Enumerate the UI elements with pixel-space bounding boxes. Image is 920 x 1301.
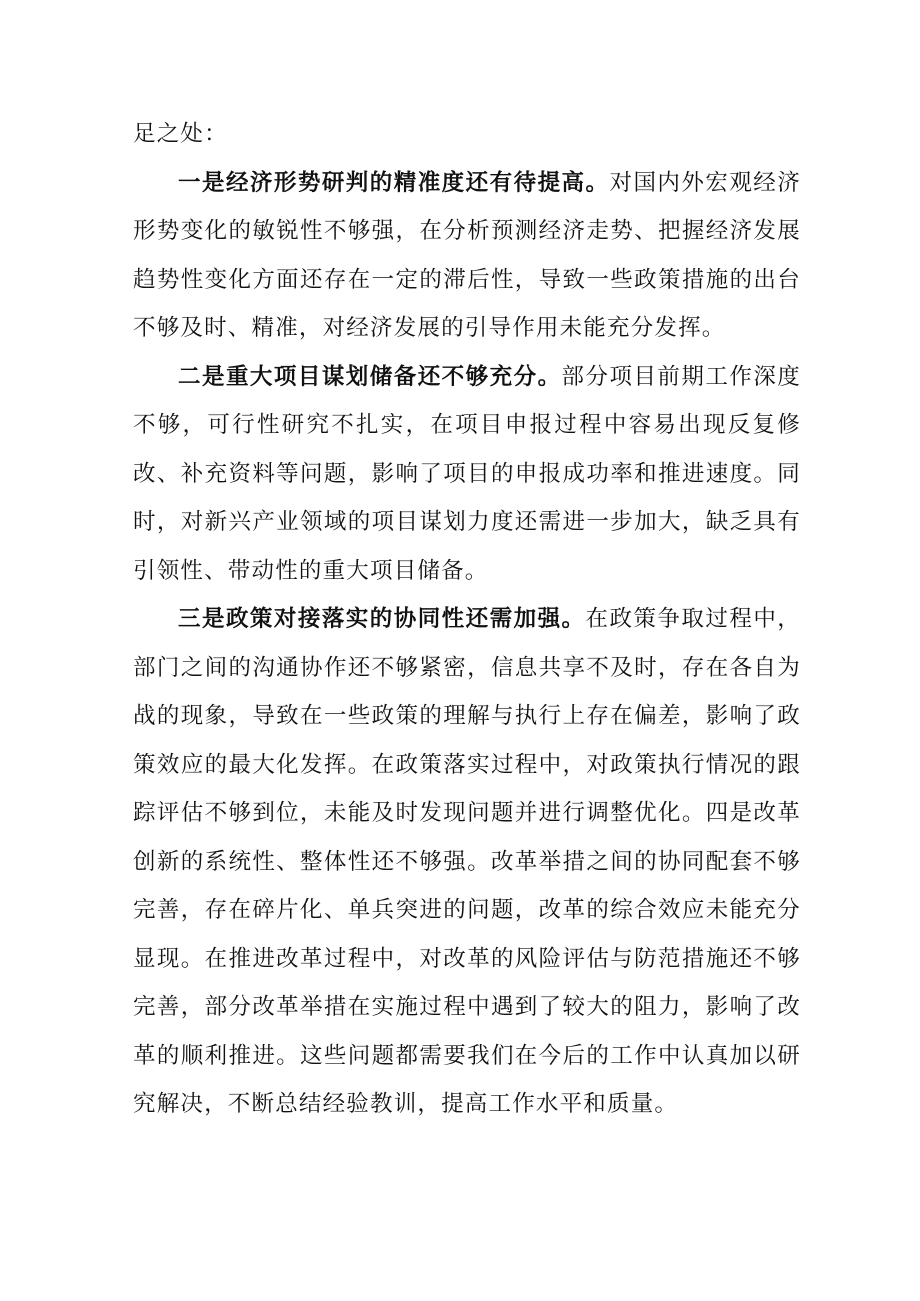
paragraph-point-three <box>133 595 801 1129</box>
paragraph-lead-heading: 三是政策对接落实的协同性还需加强。 <box>178 606 586 632</box>
paragraph-lead-heading: 一是经济形势研判的精准度还有待提高。 <box>178 169 610 196</box>
paragraph-point-one <box>133 159 801 353</box>
paragraph-point-two <box>133 353 801 596</box>
paragraph-continuation <box>133 110 801 159</box>
paragraph-lead-heading: 二是重大项目谋划储备还不够充分。 <box>178 363 562 390</box>
paragraph-text: 足之处： <box>133 121 228 147</box>
document-body <box>133 110 801 1129</box>
paragraph-text: 在政策争取过程中，部门之间的沟通协作还不够紧密，信息共享不及时，存在各自为战的现象，导致在一些政策的理解与执行上存在偏差，影响了政策效应的最大化发挥。在政策落实过程中，对政策执行情况的跟踪评估不够到位，未能及时发现问题并进行调整优化。四是改革创新的系统性、整体性还不够强。改革举措之间的协同配套不够完善，存在碎片化、单兵突进的问题，改革的综合效应未能充分显现。在推进改革过程中，对改革的风险评估与防范措施还不够完善，部分改革举措在实施过程中遇到了较大的阻力，影响了改革的顺利推进。这些问题都需要我们在今后的工作中认真加以研究解决，不断总结经验教训，提高工作水平和质量。 <box>133 606 801 1117</box>
paragraph-text: 部分项目前期工作深度不够，可行性研究不扎实，在项目申报过程中容易出现反复修改、补充资料等问题，影响了项目的申报成功率和推进速度。同时，对新兴产业领域的项目谋划力度还需进一步加大，缺乏具有引领性、带动性的重大项目储备。 <box>133 363 801 584</box>
paragraph-text: 对国内外宏观经济形势变化的敏锐性不够强，在分析预测经济走势、把握经济发展趋势性变化方面还存在一定的滞后性，导致一些政策措施的出台不够及时、精准，对经济发展的引导作用未能充分发挥。 <box>133 169 801 341</box>
